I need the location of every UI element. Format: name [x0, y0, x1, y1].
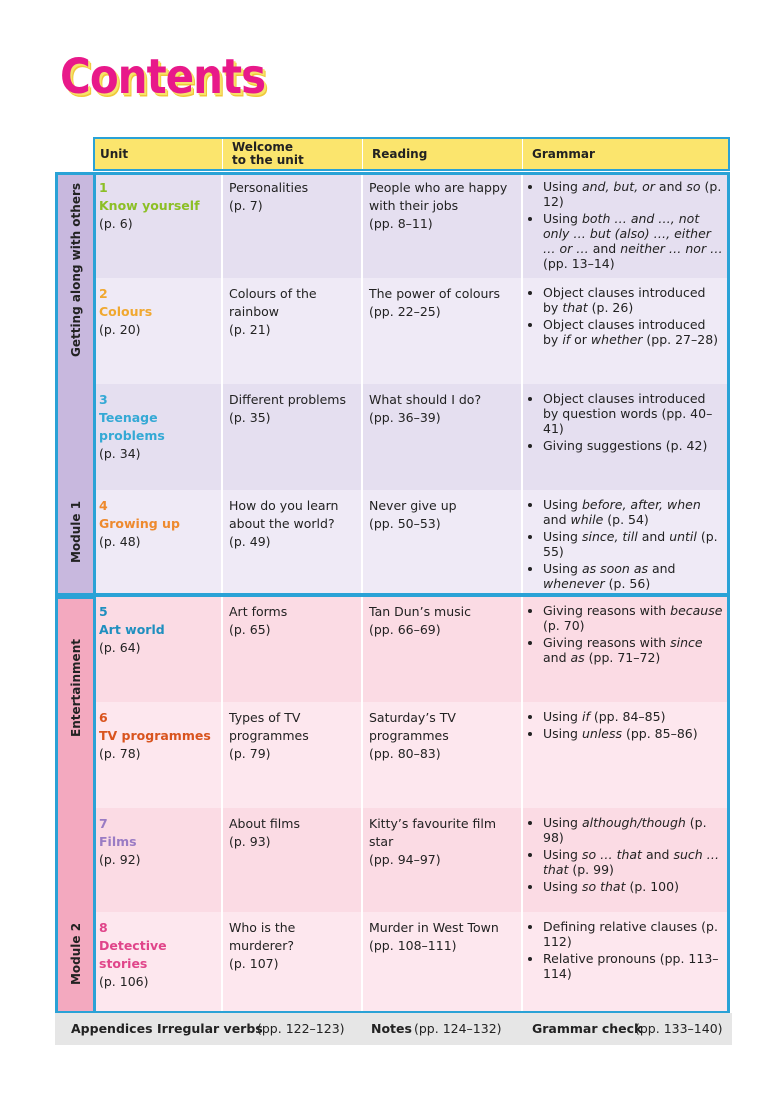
unit-name: Detective stories — [99, 938, 167, 971]
reading-title: The power of colours — [369, 286, 501, 301]
grammar-text: unless — [581, 726, 623, 741]
grammar-text: Using — [543, 529, 582, 544]
grammar-text: Using — [543, 497, 582, 512]
grammar-text: while — [570, 512, 604, 527]
irregular-verbs-pages: (pp. 122–123) — [257, 1021, 345, 1036]
grammar-text: Object clauses introduced by question words (pp. 40–41) — [543, 391, 713, 436]
reading-title: Kitty’s favourite film star — [369, 816, 497, 849]
page-title: Contents — [60, 48, 266, 105]
grammar-text: Giving reasons with — [543, 603, 671, 618]
welcome-page: (p. 79) — [229, 746, 271, 761]
welcome-title: Who is the murderer? — [229, 920, 296, 953]
welcome-page: (p. 49) — [229, 534, 271, 549]
grammar-text: since — [670, 635, 703, 650]
welcome-page: (p. 35) — [229, 410, 271, 425]
unit-name: Colours — [99, 304, 153, 319]
grammar-text: Using — [543, 561, 582, 576]
reading-page: (pp. 66–69) — [369, 622, 441, 637]
grammar-text: (pp. 13–14) — [543, 256, 615, 271]
reading-page: (pp. 22–25) — [369, 304, 441, 319]
unit-name: Art world — [99, 622, 165, 637]
grammar-text: because — [670, 603, 723, 618]
unit-number: 6 — [99, 710, 108, 725]
module-2-bar — [55, 596, 93, 1014]
irregular-verbs: Irregular verbs — [157, 1021, 263, 1036]
grammar-text: Using — [543, 879, 582, 894]
grammar-text: and — [654, 179, 687, 194]
grammar-text: so — [686, 179, 701, 194]
grammar-text: Using — [543, 211, 582, 226]
reading-title: People who are happy with their jobs — [369, 180, 508, 213]
unit-name: Know yourself — [99, 198, 200, 213]
unit-number: 7 — [99, 816, 108, 831]
welcome-title: Art forms — [229, 604, 288, 619]
grammar-text: whenever — [543, 576, 605, 591]
welcome-title: Different problems — [229, 392, 346, 407]
grammar-text: Using — [543, 815, 582, 830]
grammar-text: both … and …, not only … but (also) …, either … or … — [543, 211, 711, 256]
grammar-text: (p. 70) — [543, 618, 585, 633]
grammar-text: before, after, when — [581, 497, 701, 512]
unit-page: (p. 106) — [99, 974, 149, 989]
grammar-check: Grammar check — [532, 1021, 643, 1036]
header-grammar: Grammar — [532, 146, 595, 161]
grammar-text: (p. 100) — [625, 879, 679, 894]
unit-number: 4 — [99, 498, 108, 513]
unit-page: (p. 34) — [99, 446, 141, 461]
grammar-text: such … that — [543, 847, 720, 877]
grammar-text: if — [581, 709, 590, 724]
unit-page: (p. 20) — [99, 322, 141, 337]
grammar-text: and, but, or — [581, 179, 655, 194]
grammar-text: whether — [590, 332, 643, 347]
grammar-check-pages: (pp. 133–140) — [635, 1021, 723, 1036]
unit-number: 3 — [99, 392, 108, 407]
reading-title: Saturday’s TV programmes — [369, 710, 456, 743]
grammar-text: so … that — [581, 847, 642, 862]
unit-number: 8 — [99, 920, 108, 935]
module-2-label: Module 2 — [68, 922, 83, 986]
grammar-text: (pp. 71–72) — [584, 650, 661, 665]
welcome-title: Types of TV programmes — [229, 710, 309, 743]
unit-page: (p. 78) — [99, 746, 141, 761]
grammar-text: until — [669, 529, 697, 544]
unit-page: (p. 6) — [99, 216, 133, 231]
grammar-text: (p. 12) — [543, 179, 722, 209]
reading-title: What should I do? — [369, 392, 482, 407]
grammar-text: as — [570, 650, 585, 665]
welcome-title: How do you learn about the world? — [229, 498, 339, 531]
grammar-text: (p. 56) — [604, 576, 651, 591]
grammar-text: Using — [543, 847, 582, 862]
reading-page: (pp. 50–53) — [369, 516, 441, 531]
welcome-page: (p. 93) — [229, 834, 271, 849]
grammar-text: and — [543, 512, 571, 527]
reading-title: Murder in West Town — [369, 920, 499, 935]
grammar-text: Object clauses introduced by — [543, 317, 706, 347]
welcome-title: About films — [229, 816, 300, 831]
module-2-theme: Entertainment — [68, 639, 83, 737]
grammar-text: and — [588, 241, 621, 256]
reading-page: (pp. 36–39) — [369, 410, 441, 425]
grammar-text: Giving reasons with — [543, 635, 671, 650]
unit-page: (p. 48) — [99, 534, 141, 549]
grammar-text: since, till — [581, 529, 638, 544]
reading-page: (pp. 94–97) — [369, 852, 441, 867]
grammar-text: as soon as — [581, 561, 648, 576]
notes: Notes — [371, 1021, 412, 1036]
appendices-bar — [55, 1013, 732, 1045]
grammar-text: (p. 98) — [543, 815, 707, 845]
grammar-text: (pp. 84–85) — [589, 709, 666, 724]
grammar-text: and — [637, 529, 670, 544]
module-1-theme: Getting along with others — [68, 182, 83, 358]
welcome-page: (p. 107) — [229, 956, 279, 971]
unit-name: Growing up — [99, 516, 180, 531]
grammar-text: that — [562, 300, 588, 315]
header-unit: Unit — [100, 146, 129, 161]
grammar-text: Relative pronouns (pp. 113–114) — [543, 951, 719, 981]
grammar-text: if — [562, 332, 571, 347]
welcome-title: Colours of the rainbow — [229, 286, 317, 319]
unit-number: 1 — [99, 180, 108, 195]
grammar-text: and — [641, 847, 674, 862]
welcome-page: (p. 65) — [229, 622, 271, 637]
grammar-text: (p. 55) — [543, 529, 718, 559]
module-1-box — [93, 172, 730, 596]
reading-title: Never give up — [369, 498, 457, 513]
grammar-text: and — [648, 561, 676, 576]
header-welcome: Welcome to the unit — [232, 140, 304, 167]
grammar-text: (p. 26) — [587, 300, 634, 315]
grammar-text: Using — [543, 179, 582, 194]
grammar-text: neither … nor … — [620, 241, 723, 256]
grammar-text: Giving suggestions (p. 42) — [543, 438, 708, 453]
unit-page: (p. 64) — [99, 640, 141, 655]
welcome-title: Personalities — [229, 180, 309, 195]
unit-name: Films — [99, 834, 137, 849]
welcome-page: (p. 21) — [229, 322, 271, 337]
grammar-text: so that — [581, 879, 626, 894]
grammar-text: although/though — [581, 815, 686, 830]
reading-page: (pp. 108–111) — [369, 938, 457, 953]
grammar-text: Object clauses introduced by — [543, 285, 706, 315]
grammar-text: Using — [543, 709, 582, 724]
unit-page: (p. 92) — [99, 852, 141, 867]
grammar-text: Using — [543, 726, 582, 741]
reading-page: (pp. 80–83) — [369, 746, 441, 761]
welcome-page: (p. 7) — [229, 198, 263, 213]
notes-pages: (pp. 124–132) — [414, 1021, 502, 1036]
module-1-label: Module 1 — [68, 500, 83, 564]
module-1-bar — [55, 172, 93, 596]
unit-number: 5 — [99, 604, 108, 619]
header-reading: Reading — [372, 146, 428, 161]
unit-name: TV programmes — [99, 728, 211, 743]
reading-title: Tan Dun’s music — [369, 604, 472, 619]
appendices-label: Appendices : — [71, 1021, 162, 1036]
grammar-text: or — [570, 332, 591, 347]
reading-page: (pp. 8–11) — [369, 216, 433, 231]
unit-number: 2 — [99, 286, 108, 301]
grammar-text: Defining relative clauses (p. 112) — [543, 919, 718, 949]
grammar-text: and — [543, 650, 571, 665]
unit-name: Teenage problems — [99, 410, 165, 443]
grammar-text: (p. 99) — [568, 862, 614, 877]
module-2-box — [93, 594, 730, 1014]
grammar-text: (pp. 27–28) — [642, 332, 719, 347]
table-header — [93, 137, 730, 171]
grammar-text: (p. 54) — [603, 512, 649, 527]
grammar-text: (pp. 85–86) — [622, 726, 698, 741]
